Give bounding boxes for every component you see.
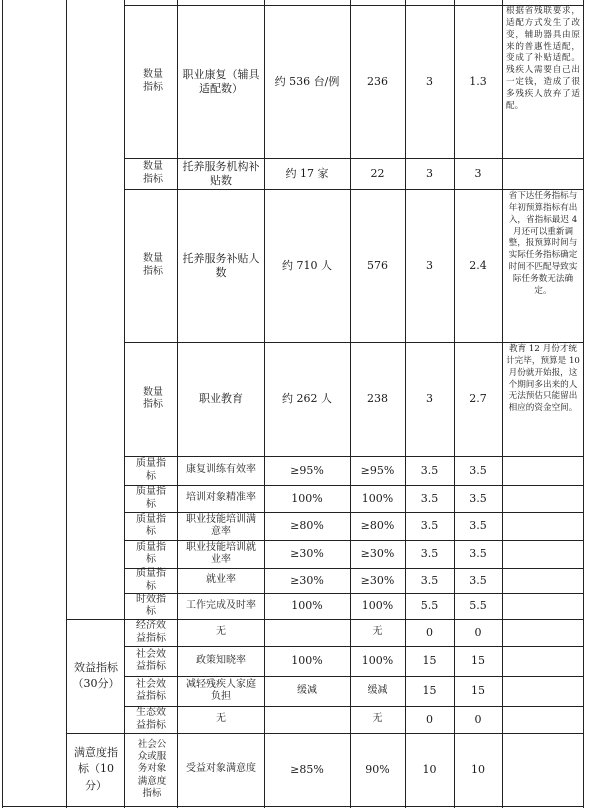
- target-value: ≥95%: [290, 463, 324, 477]
- target-value: 约 536 台/例: [274, 74, 340, 88]
- indicator-type: 质量指标: [136, 486, 166, 510]
- indicator-name: 无: [216, 713, 226, 725]
- indicator-type: 数量指标: [143, 253, 163, 277]
- actual-value: ≥30%: [360, 573, 395, 587]
- satisfaction-group-label: 满意度指标（10分）: [74, 745, 118, 792]
- indicator-type: 社会公众或服务对象满意度指标: [137, 738, 167, 800]
- deviation-note: 根据省残联要求，适配方式发生了改变，辅助器具由原来的普惠性适配，变成了补贴适配。残疾人需要自己出一定钱，造成了很多残疾人放弃了适配。: [506, 6, 580, 111]
- weight-score: 5.5: [420, 599, 439, 613]
- obtained-score: 0: [474, 712, 482, 726]
- indicator-type: 时效指标: [136, 593, 166, 617]
- indicator-name: 工作完成及时率: [186, 599, 256, 611]
- obtained-score: 5.5: [469, 599, 487, 613]
- deviation-note: 省下达任务指标与年初预算指标有出入，省指标最迟 4 月还可以重新调整，报预算时间与实际任务指标确定时间不匹配导致实际任务数无法确定。: [508, 191, 578, 296]
- indicator-type: 生态效益指标: [136, 707, 166, 731]
- table-border-bottom: [2, 806, 584, 807]
- actual-value: ≥95%: [360, 463, 395, 477]
- indicator-name: 职业技能培训就业率: [186, 541, 256, 565]
- target-value: ≥30%: [290, 573, 324, 587]
- target-value: 100%: [291, 491, 323, 505]
- target-value: ≥30%: [290, 547, 324, 561]
- weight-score: 0: [426, 712, 433, 726]
- target-value: 约 710 人: [282, 258, 332, 272]
- actual-value: 238: [367, 392, 388, 406]
- weight-score: 15: [422, 654, 437, 668]
- weight-score: 3: [426, 258, 433, 272]
- weight-score: 3: [426, 74, 433, 88]
- indicator-type: 质量指标: [136, 541, 166, 565]
- actual-value: 22: [370, 166, 385, 180]
- indicator-name: 职业康复（辅具适配数）: [182, 67, 260, 95]
- weight-score: 3.5: [420, 491, 439, 505]
- actual-value: 100%: [361, 491, 394, 505]
- actual-value: 236: [367, 74, 388, 88]
- indicator-name: 职业技能培训满意率: [186, 513, 256, 537]
- weight-score: 3.5: [420, 519, 439, 533]
- obtained-score: 15: [471, 654, 485, 668]
- weight-score: 0: [426, 625, 433, 639]
- indicator-name: 减轻残疾人家庭负担: [186, 678, 256, 702]
- indicator-type: 质量指标: [136, 458, 166, 482]
- indicator-type: 数量指标: [143, 69, 163, 93]
- indicator-type: 社会效益指标: [136, 648, 166, 672]
- actual-value: 无: [372, 626, 383, 638]
- indicator-name: 受益对象满意度: [186, 763, 256, 775]
- benefit-group-label: 效益指标（30分）: [72, 660, 120, 690]
- obtained-score: 1.3: [469, 74, 487, 88]
- indicator-name: 政策知晓率: [196, 654, 246, 666]
- obtained-score: 0: [474, 625, 482, 639]
- obtained-score: 3: [474, 166, 482, 180]
- column-divider: [124, 0, 125, 808]
- target-value: [264, 706, 350, 733]
- table-border-left: [2, 0, 3, 808]
- actual-value: 无: [372, 713, 383, 725]
- weight-score: 3.5: [420, 463, 439, 477]
- indicator-name: 托养服务补贴人数: [182, 251, 260, 279]
- obtained-score: 3.5: [469, 491, 487, 505]
- target-value: 100%: [291, 654, 323, 668]
- actual-value: ≥30%: [360, 547, 395, 561]
- weight-score: 15: [422, 684, 437, 698]
- indicator-name: 托养服务机构补贴数: [182, 159, 260, 187]
- indicator-name: 就业率: [206, 574, 236, 586]
- weight-score: 3.5: [420, 547, 439, 561]
- indicator-type: 质量指标: [136, 568, 166, 592]
- weight-score: 3.5: [420, 573, 439, 587]
- actual-value: 90%: [365, 762, 390, 776]
- weight-score: 3: [426, 392, 433, 406]
- target-value: ≥85%: [290, 762, 324, 776]
- column-divider: [66, 0, 67, 808]
- target-value: ≥80%: [290, 519, 324, 533]
- actual-value: 100%: [361, 654, 394, 668]
- obtained-score: 2.4: [469, 258, 487, 272]
- obtained-score: 2.7: [469, 392, 487, 406]
- target-value: [264, 619, 350, 646]
- indicator-type: 社会效益指标: [136, 678, 166, 702]
- actual-value: 100%: [361, 599, 394, 613]
- indicator-type: 质量指标: [136, 513, 166, 537]
- obtained-score: 3.5: [469, 519, 487, 533]
- weight-score: 3: [426, 166, 433, 180]
- table-border-right: [583, 0, 584, 808]
- obtained-score: 3.5: [469, 573, 487, 587]
- obtained-score: 3.5: [469, 463, 487, 477]
- actual-value: ≥80%: [360, 519, 395, 533]
- obtained-score: 10: [471, 762, 485, 776]
- target-value: 缓减: [297, 684, 317, 696]
- indicator-name: 职业教育: [199, 392, 243, 406]
- weight-score: 10: [422, 762, 437, 776]
- target-value: 约 17 家: [285, 166, 329, 180]
- indicator-name: 无: [216, 626, 226, 638]
- obtained-score: 15: [471, 684, 485, 698]
- deviation-note: 教育 12 月份才统计完毕，预算是 10 月份就开始报，这个期间多出来的人无法预估只能留出相应的资金空间。: [506, 344, 580, 414]
- indicator-type: 经济效益指标: [136, 620, 166, 644]
- column-divider: [177, 0, 178, 808]
- obtained-score: 3.5: [469, 547, 487, 561]
- indicator-name: 康复训练有效率: [186, 464, 256, 476]
- indicator-type: 数量指标: [143, 161, 163, 185]
- indicator-type: 数量指标: [143, 386, 163, 410]
- target-value: 约 262 人: [282, 392, 332, 406]
- actual-value: 缓减: [367, 684, 388, 696]
- target-value: 100%: [291, 599, 323, 613]
- actual-value: 576: [367, 258, 388, 272]
- indicator-name: 培训对象精准率: [186, 492, 256, 504]
